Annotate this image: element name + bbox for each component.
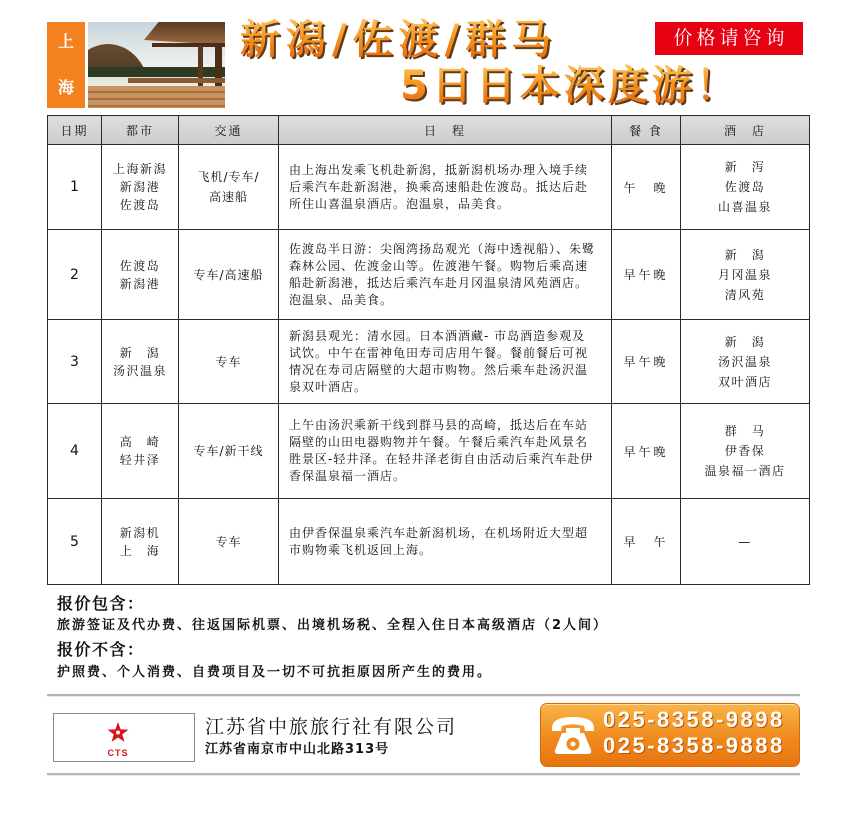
phone-contact-box	[540, 703, 800, 767]
transport-line: 高速船	[208, 190, 248, 204]
price-excluded-text: 护照费、个人消费、自费项目及一切不可抗拒原因所产生的费用。	[57, 665, 493, 680]
title-tour-length: 5日日本深度游！	[400, 63, 740, 109]
city-badge-char-top: 上	[57, 32, 74, 51]
city-cell	[102, 145, 179, 230]
transport-line: 专车	[215, 534, 242, 549]
hotel-line: 新 潟	[724, 247, 766, 262]
photo-roof	[144, 22, 225, 45]
meal-cell: 早午晚	[612, 230, 681, 320]
city-line: 新潟机	[119, 525, 161, 540]
hotel-line: —	[738, 534, 752, 549]
hotel-line: 佐渡岛	[724, 180, 766, 194]
hotel-line: 新 泻	[724, 160, 766, 174]
schedule-cell: 上午由汤沢乘新干线到群马县的高崎，抵达后在车站隔壁的山田电器购物并午餐。午餐后乘汽车赴风景名胜景区-轻井泽。在轻井泽老街自由活动后乘汽车赴伊香保温泉福一酒店。	[279, 404, 612, 499]
hot-spring-photo	[88, 22, 225, 108]
transport-cell	[179, 499, 279, 585]
phone-number-secondary[interactable]: 025-8358-9888	[603, 733, 785, 758]
price-inquiry-badge: 价格请咨询	[655, 22, 803, 55]
transport-cell	[179, 404, 279, 499]
phone-number-primary[interactable]: 025-8358-9898	[603, 707, 785, 732]
photo-pillar	[198, 46, 203, 90]
schedule-cell: 由伊香保温泉乘汽车赴新潟机场，在机场附近大型超市购物乘飞机返回上海。	[279, 499, 612, 585]
table-row	[48, 404, 810, 499]
cts-logo	[54, 714, 194, 761]
cts-logo-box	[53, 713, 195, 762]
table-row	[48, 230, 810, 320]
city-cell	[102, 499, 179, 585]
meal-cell: 早午晚	[612, 404, 681, 499]
schedule-cell: 新潟县观光：清水园。日本酒酒藏- 市岛酒造参观及试饮。中午在雷神龟田寿司店用午餐。餐前餐后可视情况在寿司店隔壁的大超市购物。然后乘车赴汤沢温泉双叶酒店。	[279, 320, 612, 404]
city-cell	[102, 404, 179, 499]
transport-cell	[179, 320, 279, 404]
hotel-cell	[681, 320, 810, 404]
table-row	[48, 499, 810, 585]
schedule-cell: 佐渡岛半日游：尖阁湾扬岛观光（海中透视船）、朱鹭森林公园、佐渡金山等。佐渡港午餐。购物后乘高速船赴新潟港，抵达后乘汽车赴月冈温泉清风苑酒店。泡温泉、品美食。	[279, 230, 612, 320]
city-line: 新潟港	[119, 276, 161, 291]
company-name: 江苏省中旅旅行社有限公司	[205, 716, 458, 738]
hotel-line: 清风苑	[724, 287, 766, 302]
meal-cell: 早午晚	[612, 320, 681, 404]
photo-railing	[128, 78, 225, 83]
hotel-line: 山喜温泉	[717, 200, 772, 214]
price-excluded-heading: 报价不含：	[57, 640, 145, 659]
divider-line	[47, 694, 800, 696]
hotel-cell	[681, 230, 810, 320]
hotel-line: 双叶酒店	[717, 374, 772, 389]
day-cell: 5	[48, 499, 102, 585]
transport-line: 飞机/专车/	[197, 170, 260, 184]
meal-cell: 早 午	[612, 499, 681, 585]
city-line: 上海新潟	[112, 162, 167, 176]
column-header-schedule: 日 程	[279, 116, 612, 145]
star-center-mark	[116, 731, 120, 735]
city-line: 轻井泽	[119, 453, 161, 467]
day-cell: 2	[48, 230, 102, 320]
departure-city-badge	[47, 22, 85, 108]
table-row	[48, 320, 810, 404]
transport-line: 专车/高速船	[193, 267, 264, 282]
column-header-day: 日期	[48, 116, 102, 145]
hotel-cell	[681, 404, 810, 499]
column-header-hotel: 酒 店	[681, 116, 810, 145]
hotel-line: 伊香保	[724, 444, 766, 458]
transport-cell	[179, 145, 279, 230]
hotel-line: 新 潟	[724, 334, 766, 349]
price-included-heading: 报价包含：	[57, 594, 145, 613]
price-included-text: 旅游签证及代办费、往返国际机票、出境机场税、全程入住日本高级酒店（2人间）	[57, 618, 609, 633]
itinerary-table	[47, 115, 810, 585]
city-line: 上 海	[119, 543, 161, 558]
meal-cell: 午 晚	[612, 145, 681, 230]
company-address: 江苏省南京市中山北路313号	[205, 742, 390, 757]
city-line: 新 潟	[119, 345, 161, 360]
transport-line: 专车	[215, 354, 242, 369]
column-header-meals: 餐 食	[612, 116, 681, 145]
itinerary-header	[48, 116, 810, 145]
city-line: 高 崎	[119, 435, 161, 449]
title-destinations: 新潟/佐渡/群马	[240, 17, 558, 63]
city-line: 佐渡岛	[119, 258, 161, 273]
hotel-line: 月冈温泉	[717, 267, 772, 282]
day-cell: 1	[48, 145, 102, 230]
hotel-line: 汤沢温泉	[717, 354, 772, 369]
column-header-transport: 交通	[179, 116, 279, 145]
city-cell	[102, 320, 179, 404]
hotel-cell	[681, 145, 810, 230]
photo-treeline	[88, 67, 225, 77]
hotel-line: 温泉福一酒店	[704, 464, 786, 478]
city-line: 汤沢温泉	[112, 363, 167, 378]
telephone-icon	[550, 715, 596, 755]
divider-line	[47, 773, 800, 775]
schedule-cell: 由上海出发乘飞机赴新潟，抵新潟机场办理入境手续后乘汽车赴新潟港，换乘高速船赴佐渡岛。抵达后赴所住山喜温泉酒店。泡温泉，品美食。	[279, 145, 612, 230]
itinerary-body	[48, 145, 810, 585]
hotel-cell	[681, 499, 810, 585]
city-line: 新潟港	[119, 180, 161, 194]
hotel-line: 群 马	[724, 424, 766, 438]
city-cell	[102, 230, 179, 320]
header-row	[48, 116, 810, 145]
day-cell: 4	[48, 404, 102, 499]
transport-cell	[179, 230, 279, 320]
city-badge-char-bottom: 海	[57, 78, 74, 97]
photo-wooden-deck	[88, 86, 225, 108]
transport-line: 专车/新干线	[193, 444, 264, 458]
city-line: 佐渡岛	[119, 198, 161, 212]
table-row	[48, 145, 810, 230]
column-header-city: 都市	[102, 116, 179, 145]
logo-text: CTS	[107, 748, 129, 758]
day-cell: 3	[48, 320, 102, 404]
